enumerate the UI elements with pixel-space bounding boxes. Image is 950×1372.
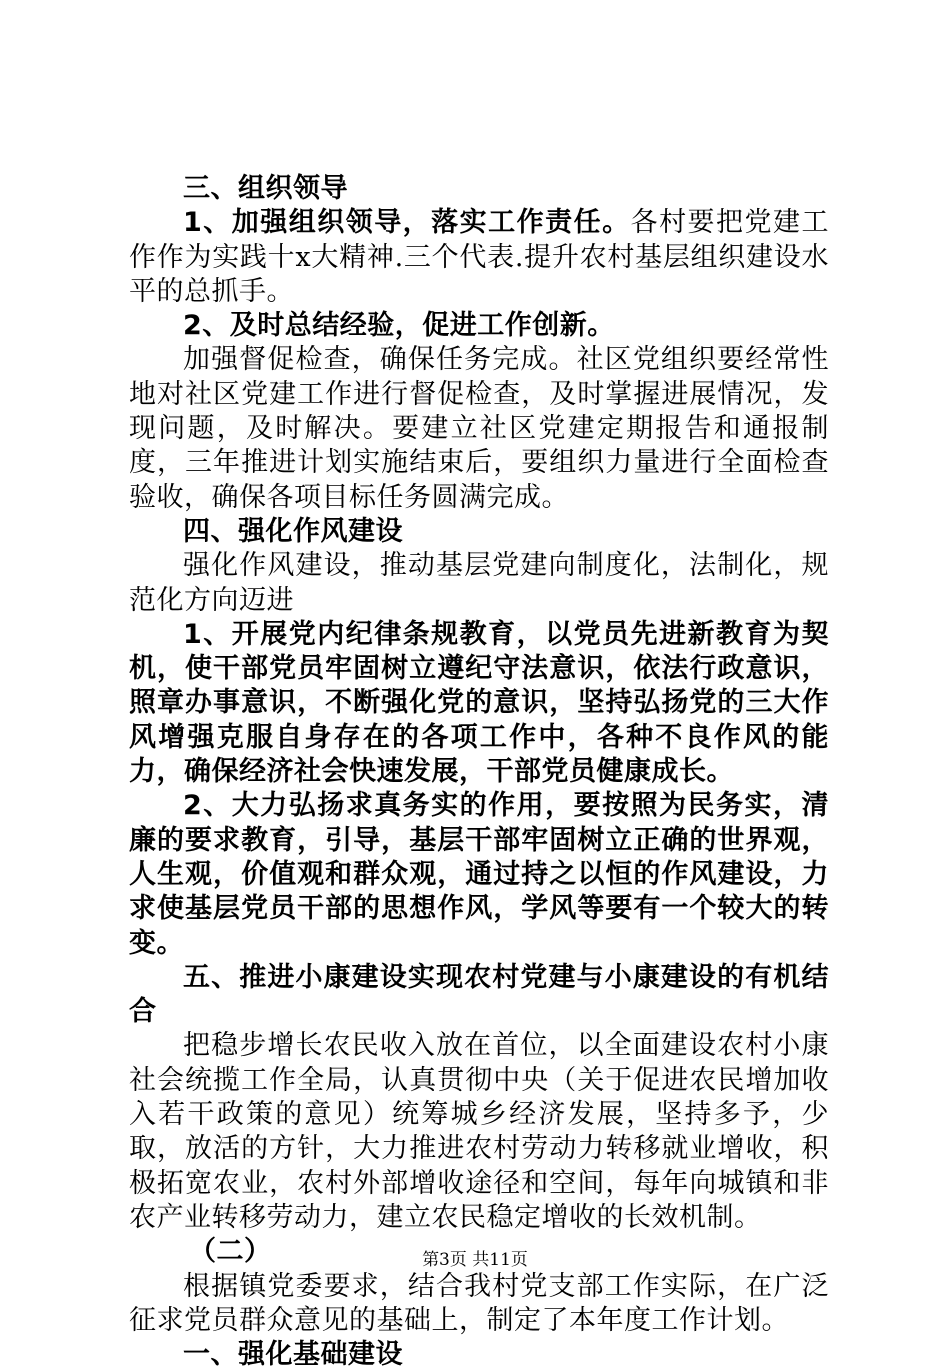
paragraph-style-building: 强化作风建设，推动基层党建向制度化，法制化，规范化方向迈进 [129, 550, 829, 616]
document-body [129, 172, 829, 1372]
section-heading-4: 四、强化作风建设 [183, 515, 403, 547]
paragraph-discipline-education: 1、开展党内纪律条规教育，以党员先进新教育为契机，使干部党员牢固树立遵纪守法意识，依法行政意识，照章办事意识，不断强化党的意识，坚持弘扬党的三大作风增强克服自身存在的各项工作中，各种不良作风的能力，确保经济社会快速发展，干部党员健康成长。 [129, 618, 829, 788]
item-1-lead: 1、加强组织领导，落实工作责任。 [183, 207, 631, 239]
section-heading-5: 五、推进小康建设实现农村党建与小康建设的有机结合 [129, 961, 829, 1028]
paragraph-supervision: 加强督促检查，确保任务完成。社区党组织要经常性地对社区党建工作进行督促检查，及时掌握进展情况，发现问题，及时解决。要建立社区党建定期报告和通报制度，三年推进计划实施结束后，要组织力量进行全面检查验收，确保各项目标任务圆满完成。 [129, 344, 829, 513]
paragraph-item-2-heading: 2、及时总结经验，促进工作创新。 [183, 310, 615, 342]
subsection-marker: （二） [189, 1236, 272, 1268]
section-heading-1: 一、强化基础建设 [183, 1339, 403, 1371]
paragraph-work-plan: 根据镇党委要求，结合我村党支部工作实际，在广泛征求党员群众意见的基础上，制定了本年度工作计划。 [129, 1270, 829, 1336]
item-1-body: 各村要把党建工作作为实践十x大精神.三个代表.提升农村基层组织建设水平的总抓手。 [129, 207, 829, 307]
paragraph-farmer-income: 把稳步增长农民收入放在首位，以全面建设农村小康社会统揽工作全局，认真贯彻中央（关于促进农民增加收入若干政策的意见）统筹城乡经济发展，坚持多予，少取，放活的方针，大力推进农村劳动力转移就业增收，积极拓宽农业，农村外部增收途径和空间，每年向城镇和非农产业转移劳动力，建立农民稳定增收的长效机制。 [129, 1030, 829, 1233]
section-heading-3: 三、组织领导 [183, 173, 348, 204]
paragraph-pragmatism: 2、大力弘扬求真务实的作用，要按照为民务实，清廉的要求教育，引导，基层干部牢固树立正确的世界观，人生观，价值观和群众观，通过持之以恒的作风建设，力求使基层党员干部的思想作风，学风等要有一个较大的转变。 [129, 790, 829, 959]
paragraph-item-1 [129, 206, 829, 309]
page-number-footer: 第3页 共11页 [422, 1250, 528, 1270]
